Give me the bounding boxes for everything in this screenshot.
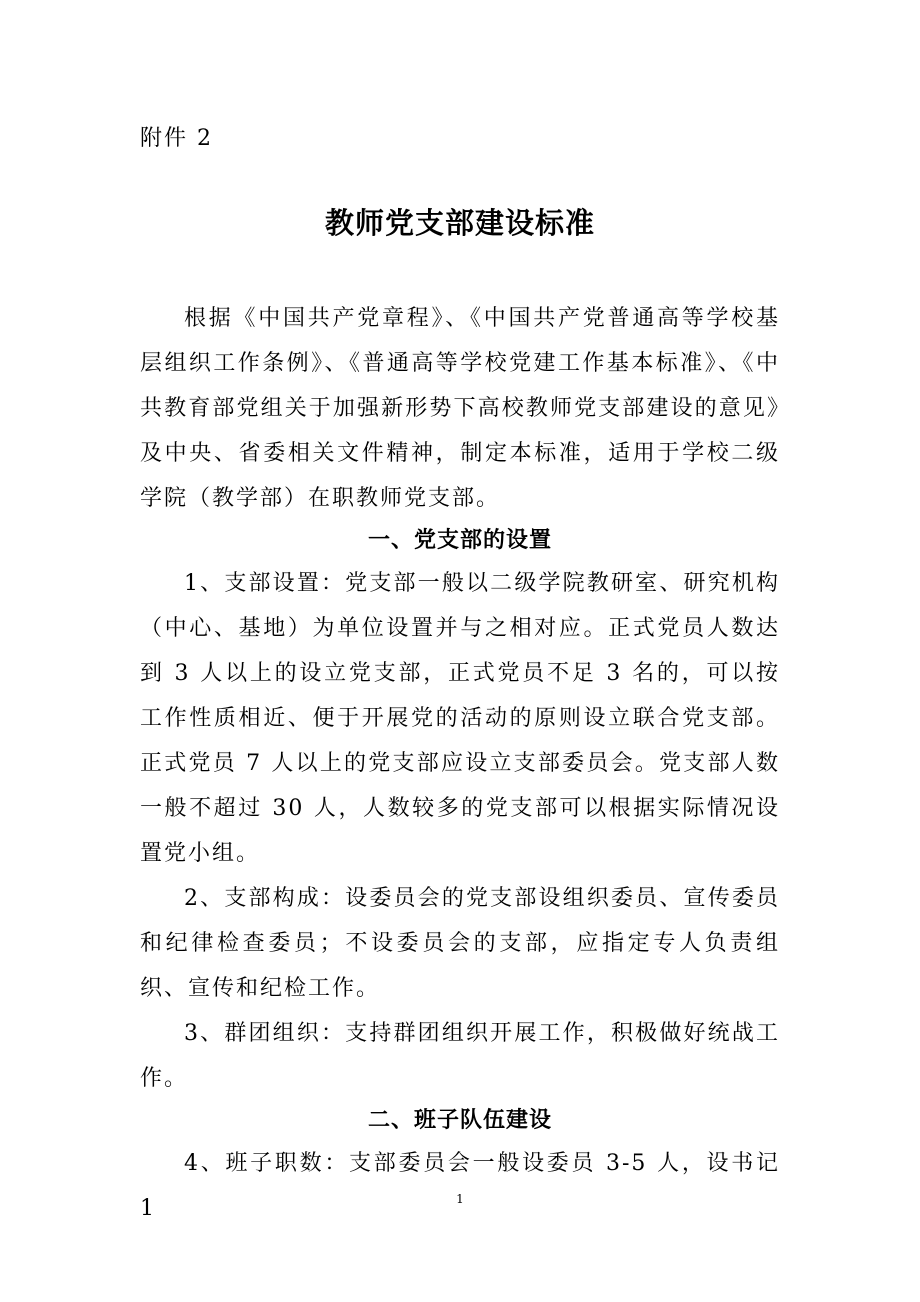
- attachment-label: 附件 2: [140, 126, 213, 151]
- paragraph-branch-composition: 2、支部构成：设委员会的党支部设组织委员、宣传委员和纪律检查委员；不设委员会的支部，应指定专人负责组织、宣传和纪检工作。: [140, 886, 780, 1001]
- section-heading-team: 二、班子队伍建设: [367, 1108, 552, 1133]
- section-heading-setup: 一、党支部的设置: [367, 528, 552, 553]
- intro-paragraph: 根据《中国共产党章程》、《中国共产党普通高等学校基层组织工作条例》、《普通高等学校党建工作基本标准》、《中共教育部党组关于加强新形势下高校教师党支部建设的意见》及中央、省委相关文件精神，制定本标准，适用于学校二级学院（教学部）在职教师党支部。: [140, 306, 780, 511]
- page-number: 1: [456, 1192, 464, 1206]
- document-title: 教师党支部建设标准: [324, 206, 595, 240]
- paragraph-branch-setup: 1、支部设置：党支部一般以二级学院教研室、研究机构（中心、基地）为单位设置并与之相对应。正式党员人数达到 3 人以上的设立党支部，正式党员不足 3 名的，可以按工作性质相近、便于开展党的活动的原则设立联合党支部。正式党员 7 人以上的党支部应设立支部委员会。党支部人数一般不超过 30 人，人数较多的党支部可以根据实际情况设置党小组。: [140, 571, 780, 866]
- paragraph-team-size: 4、班子职数：支部委员会一般设委员 3-5 人，设书记 1: [140, 1151, 780, 1221]
- paragraph-mass-organizations: 3、群团组织：支持群团组织开展工作，积极做好统战工作。: [140, 1021, 780, 1091]
- document-body: [140, 296, 780, 1231]
